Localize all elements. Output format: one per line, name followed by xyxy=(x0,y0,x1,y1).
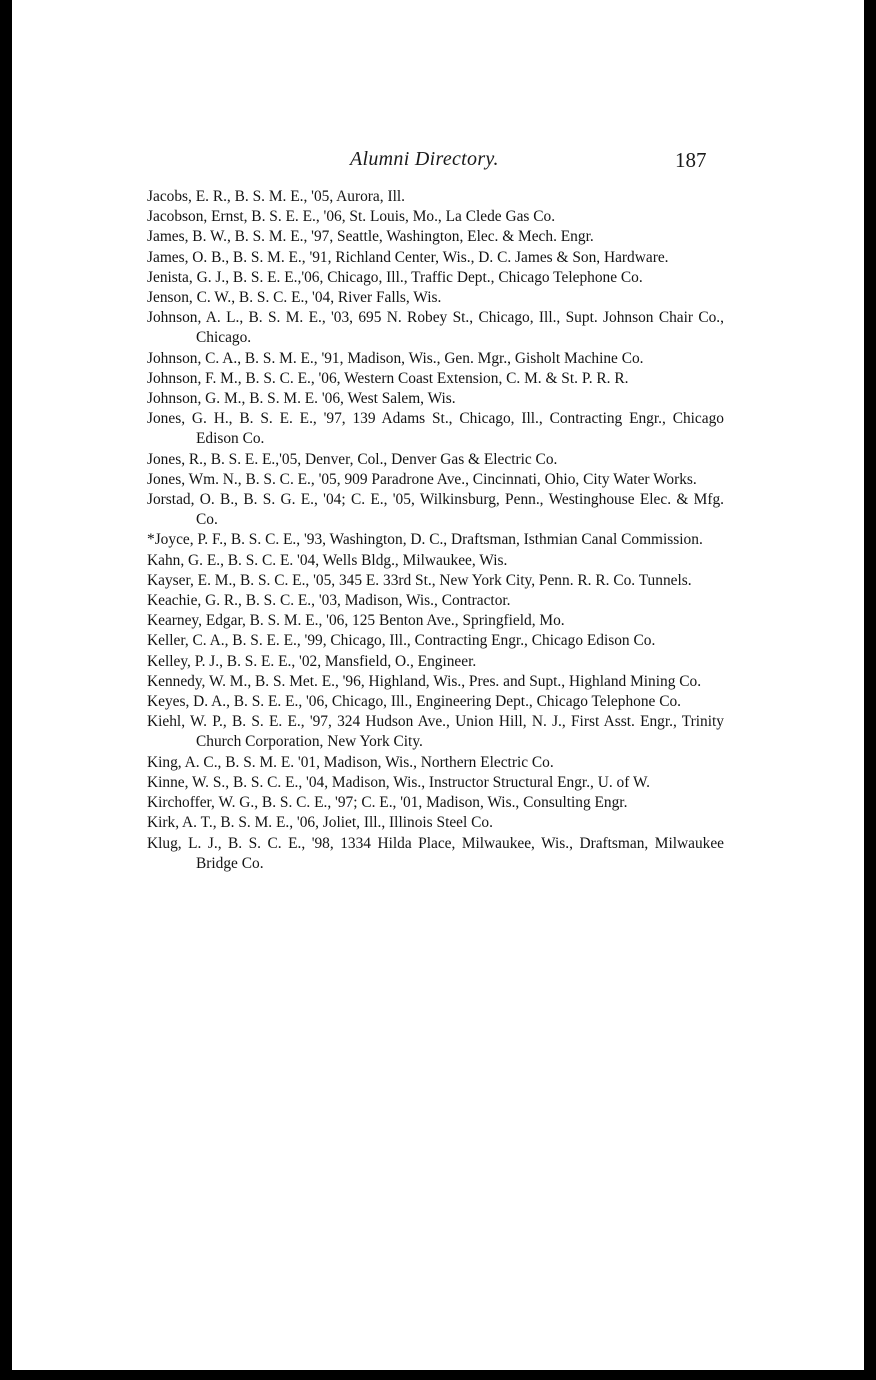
directory-entry: Jacobson, Ernst, B. S. E. E., '06, St. Louis, Mo., La Clede Gas Co. xyxy=(147,208,556,226)
directory-entry: Keachie, G. R., B. S. C. E., '03, Madison, Wis., Contractor. xyxy=(147,592,511,610)
directory-entry: Jenista, G. J., B. S. E. E.,'06, Chicago, Ill., Traffic Dept., Chicago Telephone Co. xyxy=(147,268,643,286)
directory-entry: Kelley, P. J., B. S. E. E., '02, Mansfield, O., Engineer. xyxy=(147,652,477,670)
directory-entry: Jones, R., B. S. E. E.,'05, Denver, Col., Denver Gas & Electric Co. xyxy=(147,450,558,468)
directory-entry: Johnson, C. A., B. S. M. E., '91, Madison, Wis., Gen. Mgr., Gisholt Machine Co. xyxy=(147,349,644,367)
directory-entry: Jenson, C. W., B. S. C. E., '04, River Falls, Wis. xyxy=(147,289,442,307)
directory-entry: James, O. B., B. S. M. E., '91, Richland Center, Wis., D. C. James & Son, Hardware. xyxy=(147,248,669,266)
directory-entry: Johnson, G. M., B. S. M. E. '06, West Salem, Wis. xyxy=(147,390,456,408)
running-title: Alumni Directory. xyxy=(350,148,499,170)
directory-entry: *Joyce, P. F., B. S. C. E., '93, Washington, D. C., Draftsman, Isthmian Canal Commission. xyxy=(147,531,703,549)
directory-entry: Kinne, W. S., B. S. C. E., '04, Madison, Wis., Instructor Structural Engr., U. of W. xyxy=(147,773,650,791)
directory-entry: Jones, Wm. N., B. S. C. E., '05, 909 Paradrone Ave., Cincinnati, Ohio, City Water Works. xyxy=(147,470,697,488)
directory-entry: Jones, G. H., B. S. E. E., '97, 139 Adams St., Chicago, Ill., Contracting Engr., Chicago Edison Co. xyxy=(147,410,724,448)
directory-entry: Kiehl, W. P., B. S. E. E., '97, 324 Hudson Ave., Union Hill, N. J., First Asst. Engr., Trinity Church Corporation, New York City. xyxy=(147,713,724,751)
page-number: 187 xyxy=(675,148,707,172)
directory-entry: Klug, L. J., B. S. C. E., '98, 1334 Hilda Place, Milwaukee, Wis., Draftsman, Milwaukee Bridge Co. xyxy=(147,834,724,872)
directory-entry: Keyes, D. A., B. S. E. E., '06, Chicago, Ill., Engineering Dept., Chicago Telephone Co. xyxy=(147,693,682,711)
directory-entry: Kayser, E. M., B. S. C. E., '05, 345 E. 33rd St., New York City, Penn. R. R. Co. Tunnels. xyxy=(147,571,692,589)
directory-entry: Kearney, Edgar, B. S. M. E., '06, 125 Benton Ave., Springfield, Mo. xyxy=(147,612,565,630)
directory-entry: Johnson, F. M., B. S. C. E., '06, Western Coast Extension, C. M. & St. P. R. R. xyxy=(147,369,629,387)
directory-entry: King, A. C., B. S. M. E. '01, Madison, Wis., Northern Electric Co. xyxy=(147,753,554,771)
directory-entry: Kahn, G. E., B. S. C. E. '04, Wells Bldg., Milwaukee, Wis. xyxy=(147,551,508,569)
directory-entry: Kirk, A. T., B. S. M. E., '06, Joliet, Ill., Illinois Steel Co. xyxy=(147,814,493,832)
directory-entry: Kennedy, W. M., B. S. Met. E., '96, Highland, Wis., Pres. and Supt., Highland Mining Co. xyxy=(147,672,702,690)
document-page xyxy=(12,0,864,1370)
directory-entry: James, B. W., B. S. M. E., '97, Seattle, Washington, Elec. & Mech. Engr. xyxy=(147,228,594,246)
directory-entry: Jacobs, E. R., B. S. M. E., '05, Aurora, Ill. xyxy=(147,188,405,205)
directory-entries xyxy=(147,187,724,874)
directory-entry: Keller, C. A., B. S. E. E., '99, Chicago, Ill., Contracting Engr., Chicago Edison Co. xyxy=(147,632,656,650)
page-header xyxy=(12,148,864,178)
directory-entry: Johnson, A. L., B. S. M. E., '03, 695 N. Robey St., Chicago, Ill., Supt. Johnson Chair Co., Chicago. xyxy=(147,309,724,347)
directory-entry: Kirchoffer, W. G., B. S. C. E., '97; C. E., '01, Madison, Wis., Consulting Engr. xyxy=(147,794,628,812)
directory-entry: Jorstad, O. B., B. S. G. E., '04; C. E., '05, Wilkinsburg, Penn., Westinghouse Elec. & Mfg. Co. xyxy=(147,491,724,529)
